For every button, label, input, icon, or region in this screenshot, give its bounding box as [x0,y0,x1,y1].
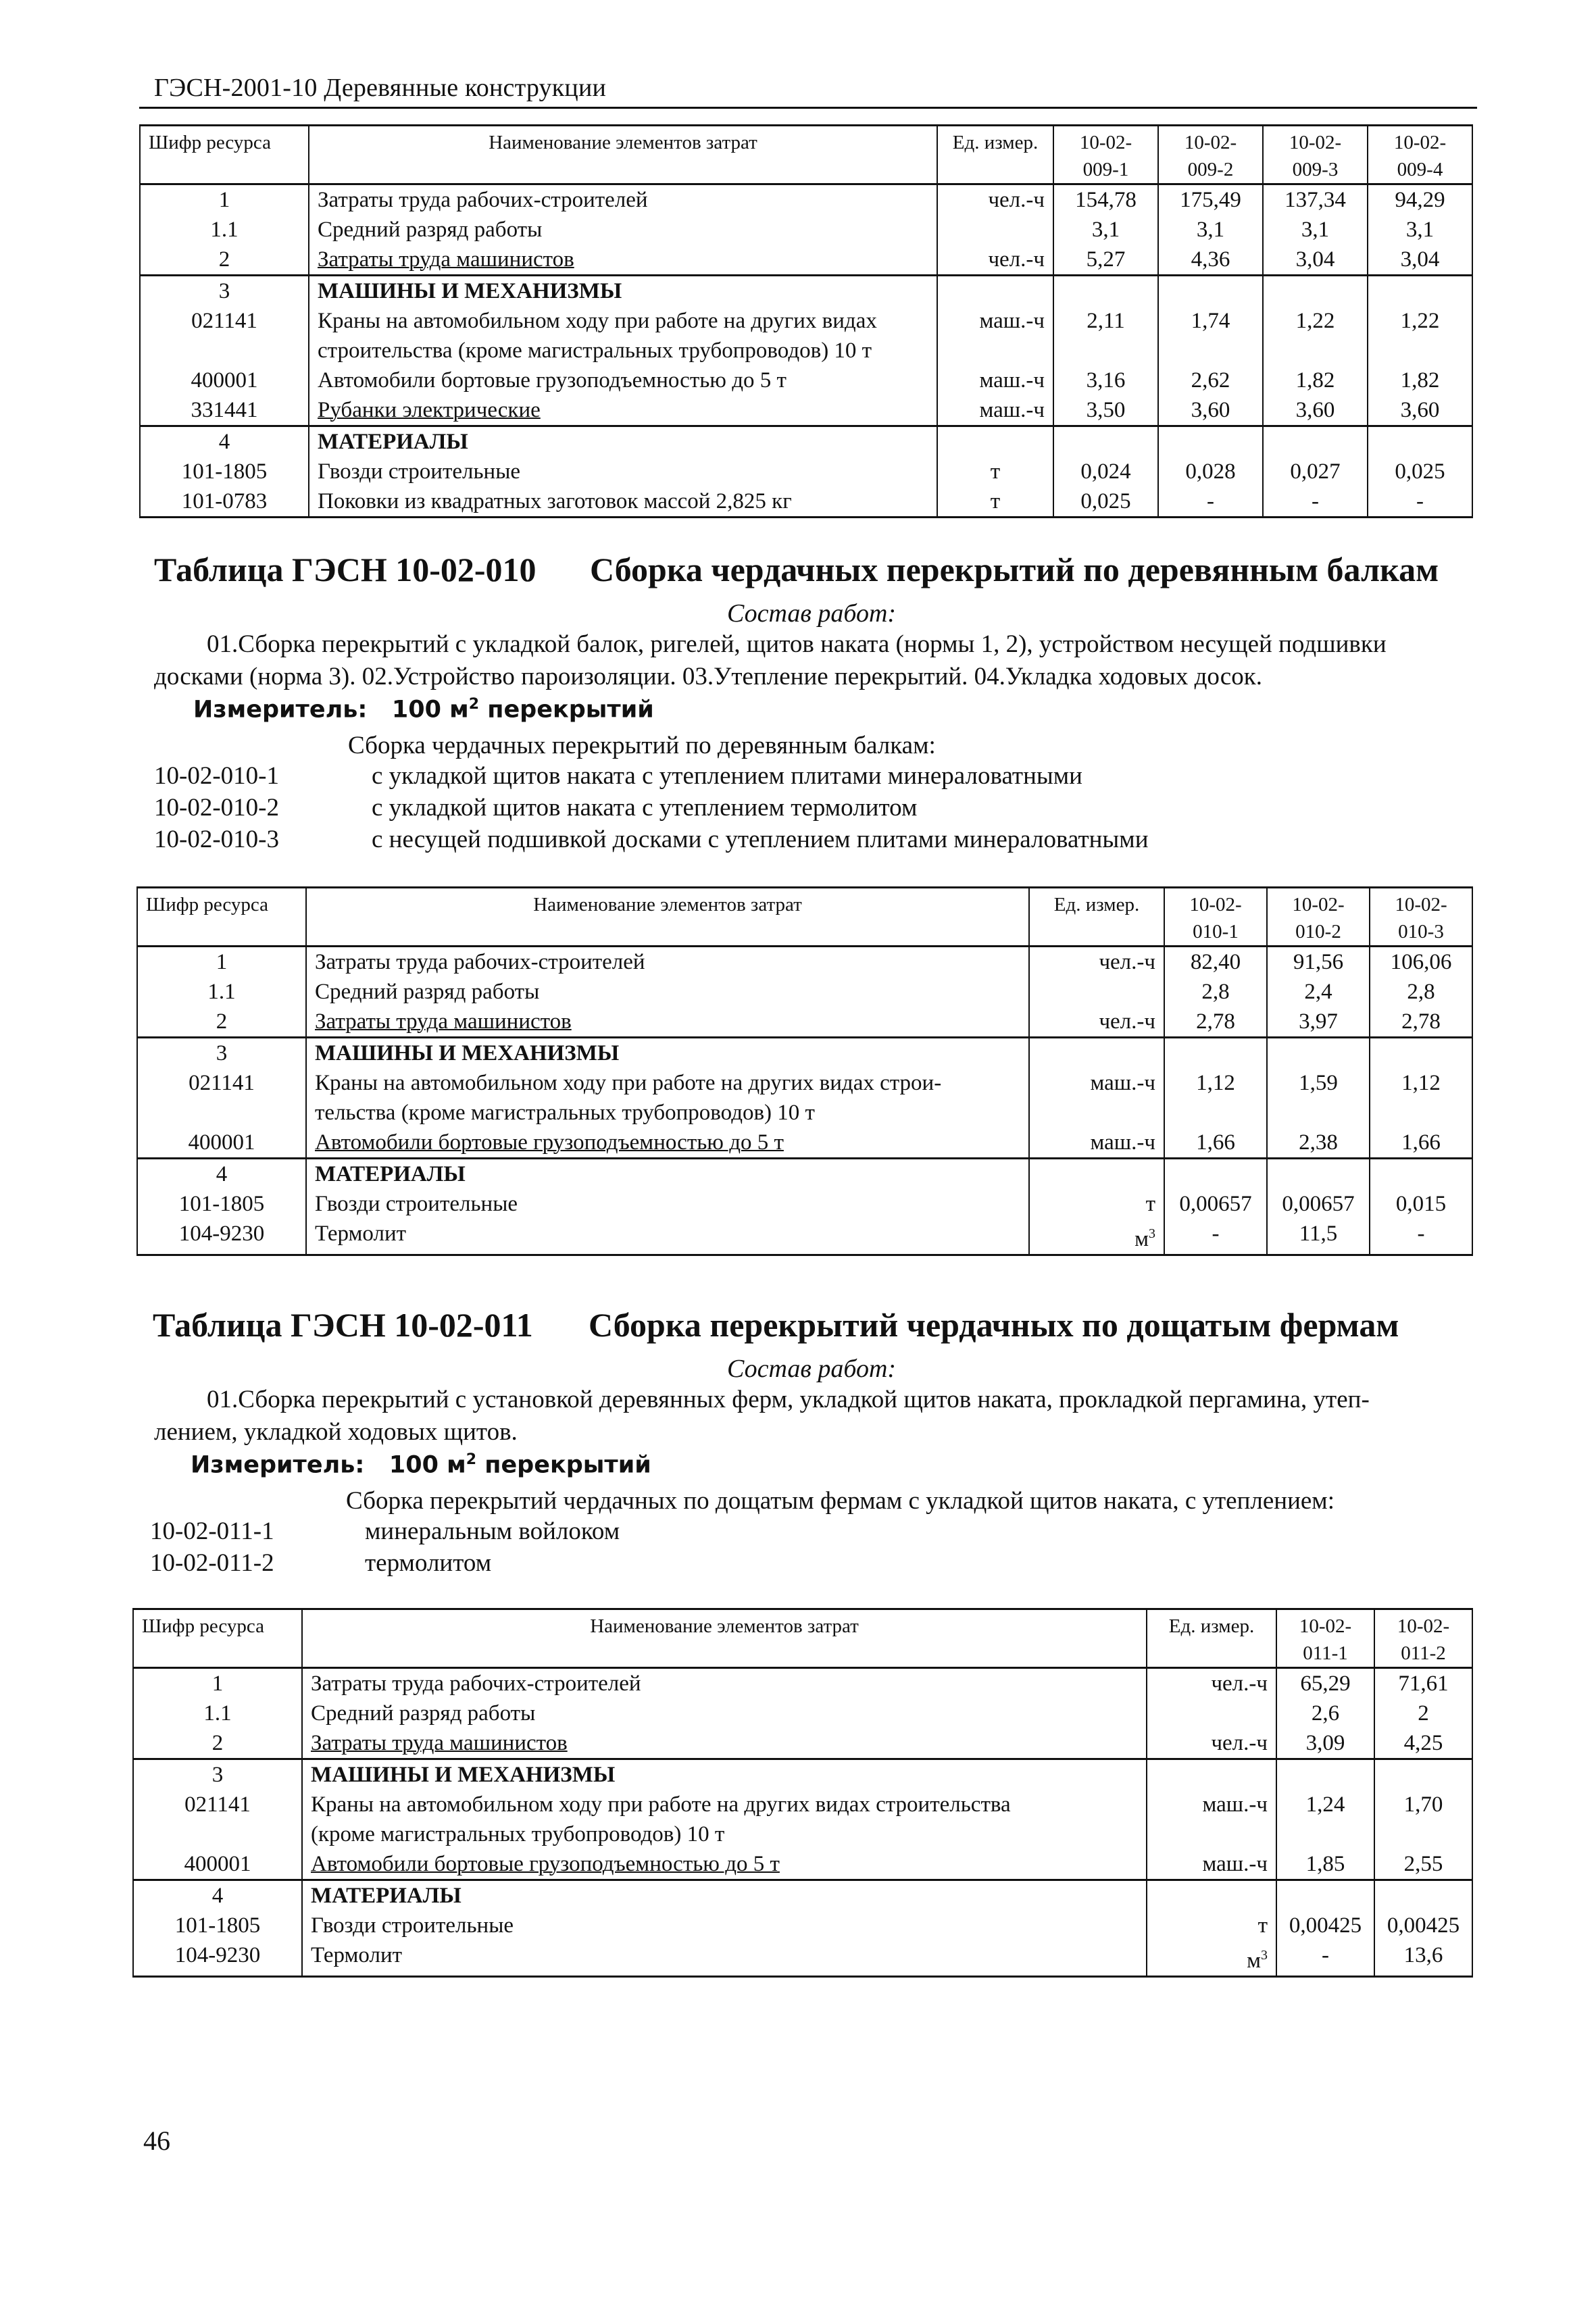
header-unit: Ед. измер. [937,126,1053,184]
header-col: 10-02- 010-3 [1370,888,1472,947]
resource-code: 2 [137,1007,306,1038]
value-cell: 2,6 [1276,1699,1374,1728]
cost-item-name: Затраты труда рабочих-строителей [306,947,1029,978]
resource-code: 3 [137,1038,306,1069]
value-cell: 175,49 [1158,184,1263,216]
variant-desc: с укладкой щитов наката с утеплением плитами минераловатными [372,762,1082,790]
value-cell: - [1276,1940,1374,1977]
table-title-text: Сборка чердачных перекрытий по деревянным балкам [590,551,1439,588]
value-cell: 3,60 [1263,395,1368,426]
resource-code: 021141 [140,306,309,366]
cost-item-name: Гвозди строительные [309,457,937,486]
header-code: Шифр ресурса [140,126,309,184]
header-col: 10-02- 009-2 [1158,126,1263,184]
value-cell: 1,82 [1368,366,1472,395]
value-cell: 5,27 [1053,245,1158,276]
table-row [140,245,1472,276]
section-title: МАШИНЫ И МЕХАНИЗМЫ [309,276,937,307]
resource-code: 1 [137,947,306,978]
unit-cell: т [1147,1911,1276,1940]
value-cell: 0,027 [1263,457,1368,486]
cost-item-name: Затраты труда рабочих-строителей [309,184,937,216]
header-col: 10-02- 009-1 [1053,126,1158,184]
value-cell: 71,61 [1374,1668,1472,1699]
value-cell: 1,70 [1374,1790,1472,1849]
resource-code: 021141 [133,1790,302,1849]
variant-desc: термолитом [365,1549,492,1577]
resource-code: 3 [140,276,309,307]
resource-table-011 [132,1608,1473,1978]
value-cell: 137,34 [1263,184,1368,216]
resource-code: 3 [133,1759,302,1790]
value-cell: - [1263,486,1368,518]
table-title [154,550,1439,589]
unit-cell: маш.-ч [1147,1849,1276,1880]
value-cell: 1,59 [1267,1068,1370,1128]
unit-cell: маш.-ч [1029,1068,1164,1128]
unit-cell: $м^3$ [1147,1940,1276,1977]
value-cell: 94,29 [1368,184,1472,216]
table-row [137,977,1472,1007]
resource-code: 2 [140,245,309,276]
section-row-materials [140,426,1472,457]
cost-item-name: Затраты труда машинистов [302,1728,1147,1759]
value-cell: 3,04 [1263,245,1368,276]
table-header-row [140,126,1472,184]
section-title: МАТЕРИАЛЫ [302,1880,1147,1911]
unit-cell: $м^3$ [1029,1219,1164,1255]
section-title: МАШИНЫ И МЕХАНИЗМЫ [306,1038,1029,1069]
value-cell: 1,22 [1263,306,1368,366]
table-row [137,1189,1472,1219]
cost-item-name: Краны на автомобильном ходу при работе на других видах строи- тельства (кроме магистральных трубопроводов) 10 т [306,1068,1029,1128]
unit-cell: чел.-ч [1147,1728,1276,1759]
composition-label: Состав работ: [727,599,897,628]
value-cell: 3,50 [1053,395,1158,426]
value-cell: 0,00425 [1374,1911,1472,1940]
header-code: Шифр ресурса [133,1609,302,1668]
table-row [137,1007,1472,1038]
table-row [133,1790,1472,1849]
unit-cell: маш.-ч [937,306,1053,366]
table-row [140,457,1472,486]
cost-item-name: Термолит [302,1940,1147,1977]
resource-code: 400001 [140,366,309,395]
composition-text: 01.Сборка перекрытий с укладкой балок, ригелей, щитов наката (нормы 1, 2), устройством несущей подшивки досками (норма 3). 02.Устройство пароизоляции. 03.Утепление перекрытий. 04.Укладка ходовых досок. [154,630,1387,690]
section-row-materials [133,1880,1472,1911]
header-col: 10-02- 010-1 [1164,888,1267,947]
value-cell: 0,015 [1370,1189,1472,1219]
value-cell: 0,00425 [1276,1911,1374,1940]
header-unit: Ед. измер. [1147,1609,1276,1668]
header-col: 10-02- 011-2 [1374,1609,1472,1668]
unit-cell: маш.-ч [937,366,1053,395]
value-cell: 13,6 [1374,1940,1472,1977]
unit-cell: чел.-ч [1029,1007,1164,1038]
resource-code: 1 [133,1668,302,1699]
table-row [133,1728,1472,1759]
table-title [153,1305,1399,1344]
resource-code: 400001 [137,1128,306,1159]
table-row [137,1219,1472,1255]
cost-item-name: Затраты труда машинистов [306,1007,1029,1038]
resource-code: 331441 [140,395,309,426]
header-name: Наименование элементов затрат [302,1609,1147,1668]
cost-item-name: Гвозди строительные [302,1911,1147,1940]
unit-cell: чел.-ч [1029,947,1164,978]
table-row [137,1128,1472,1159]
header-rule [139,107,1477,109]
running-header: ГЭСН-2001-10 Деревянные конструкции [154,74,607,102]
value-cell: 3,1 [1263,215,1368,245]
header-col: 10-02- 009-4 [1368,126,1472,184]
table-header-row [133,1609,1472,1668]
value-cell: 82,40 [1164,947,1267,978]
cost-item-name: Автомобили бортовые грузоподъемностью до 5 т [302,1849,1147,1880]
section-title: МАШИНЫ И МЕХАНИЗМЫ [302,1759,1147,1790]
table-row [133,1699,1472,1728]
resource-code: 400001 [133,1849,302,1880]
table-title-code: Таблица ГЭСН 10-02-011 [153,1306,533,1344]
value-cell: 1,22 [1368,306,1472,366]
cost-item-name: Средний разряд работы [302,1699,1147,1728]
unit-cell: маш.-ч [937,395,1053,426]
section-row-machines [140,276,1472,307]
variant-desc: с укладкой щитов наката с утеплением термолитом [372,794,918,822]
resource-code: 101-1805 [133,1911,302,1940]
variants-intro: Сборка перекрытий чердачных по дощатым фермам с укладкой щитов наката, с утеплением: [346,1487,1335,1515]
table-row [140,486,1472,518]
value-cell: 2,8 [1370,977,1472,1007]
value-cell: 2,38 [1267,1128,1370,1159]
resource-code: 1.1 [133,1699,302,1728]
value-cell: 3,60 [1368,395,1472,426]
value-cell: 106,06 [1370,947,1472,978]
measure-line: Измеритель: 100 $м^2$ перекрытий [193,696,654,724]
value-cell: 2,4 [1267,977,1370,1007]
resource-code: 4 [133,1880,302,1911]
section-row-machines [133,1759,1472,1790]
value-cell: 1,12 [1164,1068,1267,1128]
unit-cell: чел.-ч [937,245,1053,276]
header-col: 10-02- 011-1 [1276,1609,1374,1668]
table-row [140,366,1472,395]
cost-item-name: Краны на автомобильном ходу при работе на других видах строительства (кроме магистральных трубопроводов) 10 т [309,306,937,366]
value-cell: 3,04 [1368,245,1472,276]
table-title-text: Сборка перекрытий чердачных по дощатым фермам [589,1306,1399,1344]
value-cell: - [1368,486,1472,518]
variant-code: 10-02-010-2 [154,794,279,822]
resource-code: 101-1805 [137,1189,306,1219]
section-title: МАТЕРИАЛЫ [306,1159,1029,1190]
cost-item-name: Средний разряд работы [306,977,1029,1007]
unit-cell: т [1029,1189,1164,1219]
value-cell: - [1164,1219,1267,1255]
variant-desc: минеральным войлоком [365,1517,620,1545]
value-cell: 2,11 [1053,306,1158,366]
header-name: Наименование элементов затрат [309,126,937,184]
value-cell: 1,24 [1276,1790,1374,1849]
variant-code: 10-02-011-1 [150,1517,274,1545]
value-cell: 11,5 [1267,1219,1370,1255]
resource-table-009 [139,124,1473,518]
value-cell: 2 [1374,1699,1472,1728]
value-cell: 1,66 [1370,1128,1472,1159]
table-row [133,1668,1472,1699]
table-title-code: Таблица ГЭСН 10-02-010 [154,551,537,588]
value-cell: 0,025 [1368,457,1472,486]
value-cell: - [1158,486,1263,518]
table-row [133,1849,1472,1880]
value-cell: 3,16 [1053,366,1158,395]
variant-desc: с несущей подшивкой досками с утеплением плитами минераловатными [372,826,1149,853]
cost-item-name: Рубанки электрические [309,395,937,426]
cost-item-name: Автомобили бортовые грузоподъемностью до 5 т [306,1128,1029,1159]
variant-code: 10-02-010-1 [154,762,279,790]
value-cell: 154,78 [1053,184,1158,216]
cost-item-name: Краны на автомобильном ходу при работе на других видах строительства (кроме магистральных трубопроводов) 10 т [302,1790,1147,1849]
table-row [140,184,1472,216]
resource-code: 1 [140,184,309,216]
resource-code: 104-9230 [137,1219,306,1255]
table-row [137,1068,1472,1128]
table-row [133,1940,1472,1977]
value-cell: 0,025 [1053,486,1158,518]
table-row [140,215,1472,245]
cost-item-name: Автомобили бортовые грузоподъемностью до 5 т [309,366,937,395]
table-row [140,395,1472,426]
section-row-machines [137,1038,1472,1069]
cost-item-name: Гвозди строительные [306,1189,1029,1219]
value-cell: 1,66 [1164,1128,1267,1159]
cost-item-name: Термолит [306,1219,1029,1255]
unit-cell [1147,1699,1276,1728]
value-cell: 1,12 [1370,1068,1472,1128]
page-number: 46 [143,2126,170,2156]
variant-code: 10-02-010-3 [154,826,279,853]
resource-code: 1.1 [140,215,309,245]
value-cell: 3,1 [1158,215,1263,245]
value-cell: 4,36 [1158,245,1263,276]
unit-cell: чел.-ч [937,184,1053,216]
value-cell: 2,8 [1164,977,1267,1007]
value-cell: 3,60 [1158,395,1263,426]
header-unit: Ед. измер. [1029,888,1164,947]
resource-code: 101-1805 [140,457,309,486]
header-col: 10-02- 010-2 [1267,888,1370,947]
unit-cell [1029,977,1164,1007]
section-row-materials [137,1159,1472,1190]
value-cell: 2,78 [1164,1007,1267,1038]
cost-item-name: Затраты труда машинистов [309,245,937,276]
header-code: Шифр ресурса [137,888,306,947]
header-col: 10-02- 009-3 [1263,126,1368,184]
value-cell: 3,1 [1368,215,1472,245]
value-cell: 2,62 [1158,366,1263,395]
value-cell: 1,74 [1158,306,1263,366]
value-cell: 0,024 [1053,457,1158,486]
value-cell: 1,82 [1263,366,1368,395]
unit-cell: маш.-ч [1029,1128,1164,1159]
cost-item-name: Поковки из квадратных заготовок массой 2,825 кг [309,486,937,518]
table-row [137,947,1472,978]
value-cell: 2,55 [1374,1849,1472,1880]
resource-code: 4 [140,426,309,457]
value-cell: - [1370,1219,1472,1255]
value-cell: 65,29 [1276,1668,1374,1699]
unit-cell: т [937,457,1053,486]
variant-code: 10-02-011-2 [150,1549,274,1577]
unit-cell: маш.-ч [1147,1790,1276,1849]
resource-code: 104-9230 [133,1940,302,1977]
composition-label: Состав работ: [727,1355,897,1383]
header-name: Наименование элементов затрат [306,888,1029,947]
resource-code: 2 [133,1728,302,1759]
value-cell: 0,028 [1158,457,1263,486]
unit-cell: чел.-ч [1147,1668,1276,1699]
unit-cell: т [937,486,1053,518]
value-cell: 91,56 [1267,947,1370,978]
value-cell: 0,00657 [1267,1189,1370,1219]
table-header-row [137,888,1472,947]
resource-table-010 [136,886,1473,1256]
measure-line: Измеритель: 100 $м^2$ перекрытий [191,1451,651,1479]
value-cell: 3,1 [1053,215,1158,245]
value-cell: 1,85 [1276,1849,1374,1880]
section-title: МАТЕРИАЛЫ [309,426,937,457]
unit-cell [937,215,1053,245]
value-cell: 2,78 [1370,1007,1472,1038]
value-cell: 0,00657 [1164,1189,1267,1219]
cost-item-name: Затраты труда рабочих-строителей [302,1668,1147,1699]
cost-item-name: Средний разряд работы [309,215,937,245]
resource-code: 101-0783 [140,486,309,518]
composition-text: 01.Сборка перекрытий с установкой деревянных ферм, укладкой щитов наката, прокладкой пергамина, утеп- лением, укладкой ходовых щитов. [154,1386,1370,1446]
table-row [133,1911,1472,1940]
resource-code: 1.1 [137,977,306,1007]
table-row [140,306,1472,366]
resource-code: 021141 [137,1068,306,1128]
resource-code: 4 [137,1159,306,1190]
value-cell: 4,25 [1374,1728,1472,1759]
value-cell: 3,97 [1267,1007,1370,1038]
value-cell: 3,09 [1276,1728,1374,1759]
variants-intro: Сборка чердачных перекрытий по деревянным балкам: [348,732,936,759]
